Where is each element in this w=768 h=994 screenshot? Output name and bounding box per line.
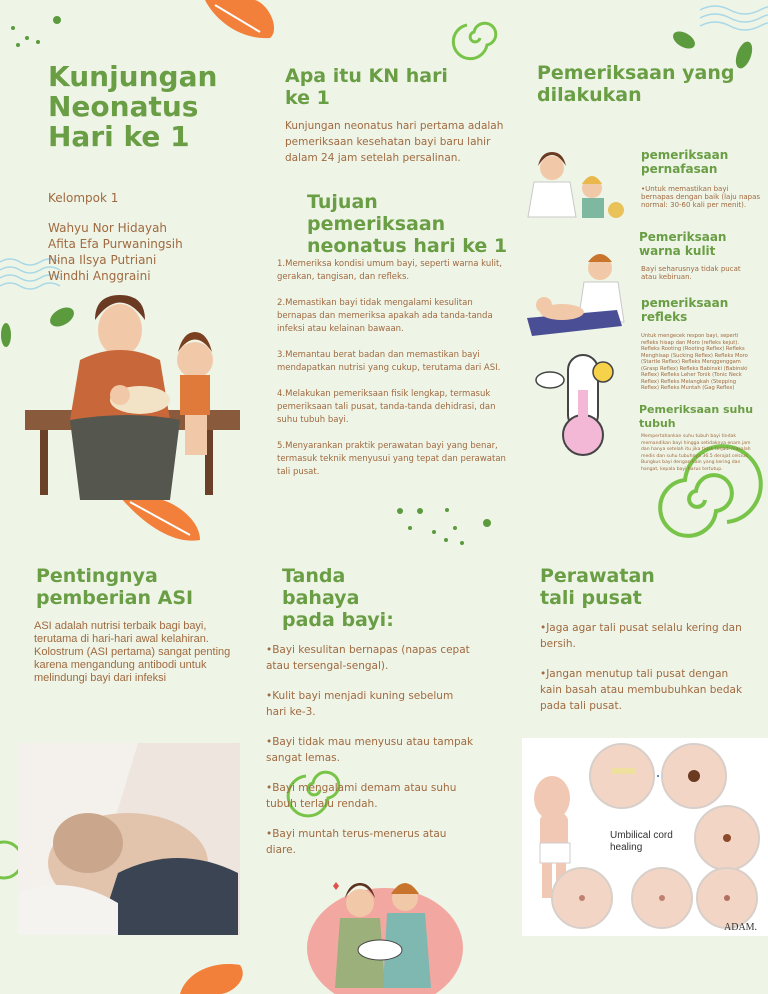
goals-title: Tujuan pemeriksaan neonatus hari ke 1	[307, 191, 508, 257]
exam-respiration-title: pemeriksaan pernafasan	[641, 148, 729, 176]
goal-item: 3.Memantau berat badan dan memastikan bayi mendapatkan nutrisi yang cukup, terutama dari ASI.	[277, 350, 501, 373]
mother-nurse-baby-illustration	[305, 868, 465, 994]
leaf	[1, 323, 11, 347]
waves-top-right	[700, 6, 768, 30]
adam-credit: ADAM.	[724, 922, 758, 933]
cord-figure-label: Umbilical cord healing	[610, 830, 673, 853]
goal-item: 4.Melakukan pemeriksaan fisik lengkap, termasuk pemeriksaan tali pusat, tanda-tanda dehidrasi, dan suhu tubuh bayi.	[277, 389, 496, 425]
breastfeeding-photo	[18, 743, 240, 935]
goal-item: 2.Memastikan bayi tidak mengalami kesulitan bernapas dan memeriksa apakah ada tanda-tanda infeksi atau kelainan bawaan.	[277, 298, 493, 334]
members-list	[48, 220, 183, 284]
leaf	[670, 28, 698, 52]
danger-sign-item: •Kulit bayi menjadi kuning sebelum hari ke-3.	[266, 690, 454, 718]
orange-leaf-middle	[120, 497, 200, 541]
member-name: Windhi Anggraini	[48, 269, 151, 283]
dot	[432, 530, 436, 534]
cord-care-item: •Jaga agar tali pusat selalu kering dan bersih.	[540, 622, 742, 650]
definition-text: Kunjungan neonatus hari pertama adalah pemeriksaan kesehatan bayi baru lahir dalam 24 jam setelah persalinan.	[285, 120, 504, 164]
cord-care-item: •Jangan menutup tali pusat dengan kain basah atau membubuhkan bedak pada tali pusat.	[540, 668, 743, 712]
dot	[408, 526, 412, 530]
exam-skin-color-title: Pemeriksaan warna kulit	[639, 230, 727, 258]
danger-sign-item: •Bayi tidak mau menyusu atau tampak sangat lemas.	[266, 736, 474, 764]
group-label: Kelompok 1	[48, 191, 119, 205]
danger-sign-item: •Bayi mengalami demam atau suhu tubuh terlalu rendah.	[266, 782, 457, 810]
exam-respiration-text: •Untuk memastikan bayi bernapas dengan baik (laju napas normal: 30-60 kali per menit).	[641, 185, 761, 209]
exam-reflex-text: Untuk mengecek respon bayi, seperti refleks hisap dan Moro (refleks kejut). Refleks Rooting (Rooting Reflex) Refleks Menghisap (Sucking Reflex) Refleks Moro (Startle Reflex) Refleks Menggenggam (Grasp Reflex) Refleks Babinski (Babinski Reflex) Refleks Leher Tonik (Tonic Neck Reflex) Refleks Melangkah (Stepping Reflex) Refleks Muntah (Gag Reflex)	[641, 333, 748, 391]
danger-sign-item: •Bayi muntah terus-menerus atau diare.	[266, 828, 447, 856]
member-name: Nina Ilsya Putriani	[48, 253, 157, 267]
danger-signs-list	[266, 642, 476, 858]
dot	[36, 40, 40, 44]
breastfeeding-title: Pentingnya pemberian ASI	[36, 565, 194, 609]
dot	[445, 508, 449, 512]
danger-sign-item: •Bayi kesulitan bernapas (napas cepat atau tersengal-sengal).	[266, 644, 470, 672]
breastfeeding-text: ASI adalah nutrisi terbaik bagi bayi, terutama di hari-hari awal kelahiran. Kolostrum (ASI pertama) sangat penting karena mengandung antibodi untuk melindungi bayi dari infeksi	[34, 620, 231, 684]
dot	[397, 508, 403, 514]
dot	[53, 16, 61, 24]
goal-item: 5.Menyarankan praktik perawatan bayi yang benar, termasuk teknik menyusui yang tepat dan perawatan tali pusat.	[277, 441, 506, 477]
exam-skin-color-text: Bayi seharusnya tidak pucat atau kebiruan.	[641, 265, 741, 281]
dot	[444, 538, 448, 542]
goal-item: 1.Memeriksa kondisi umum bayi, seperti warna kulit, gerakan, tangisan, dan refleks.	[277, 259, 502, 282]
dot	[453, 526, 457, 530]
main-title: Kunjungan Neonatus Hari ke 1	[48, 60, 218, 153]
member-name: Afita Efa Purwaningsih	[48, 237, 183, 251]
doctor-baby-illustration	[522, 250, 632, 340]
dot	[25, 36, 29, 40]
dot	[16, 43, 20, 47]
exam-temperature-title: Pemeriksaan suhu tubuh	[639, 403, 754, 430]
breastfeeding-photo-art	[18, 743, 240, 935]
exam-reflex-title: pemeriksaan refleks	[641, 296, 729, 324]
doctor-child-illustration	[524, 150, 634, 230]
dot	[483, 519, 491, 527]
mother-breastfeeding-illustration	[20, 290, 245, 500]
exam-temperature-text: Mempertahankan suhu tubuh bayi tindak memandikan bayi hingga setidaknya enam jam dan hanya setelah itu jika tidak terjadi masalah medis dan suhu tubuhnya 36.5 derajat celcius Bungkus bayi dengan kain yang kering dan hangat, kepala bayi harus tertutup.	[641, 434, 751, 472]
cord-care-title: Perawatan tali pusat	[540, 565, 655, 609]
orange-leaf-top	[205, 0, 274, 38]
definition-title: Apa itu KN hari ke 1	[285, 65, 448, 109]
dot	[460, 541, 464, 545]
orange-leaf-bottom	[180, 964, 243, 994]
goals-list	[277, 258, 509, 479]
examinations-title: Pemeriksaan yang dilakukan	[537, 62, 735, 106]
spiral-top	[453, 23, 495, 58]
dot	[11, 26, 15, 30]
thermometer-icon	[535, 350, 635, 460]
umbilical-cord-figure	[522, 738, 768, 936]
cord-care-list	[540, 620, 750, 714]
dot	[417, 508, 423, 514]
member-name: Wahyu Nor Hidayah	[48, 221, 168, 235]
danger-signs-title: Tanda bahaya pada bayi:	[282, 565, 394, 631]
